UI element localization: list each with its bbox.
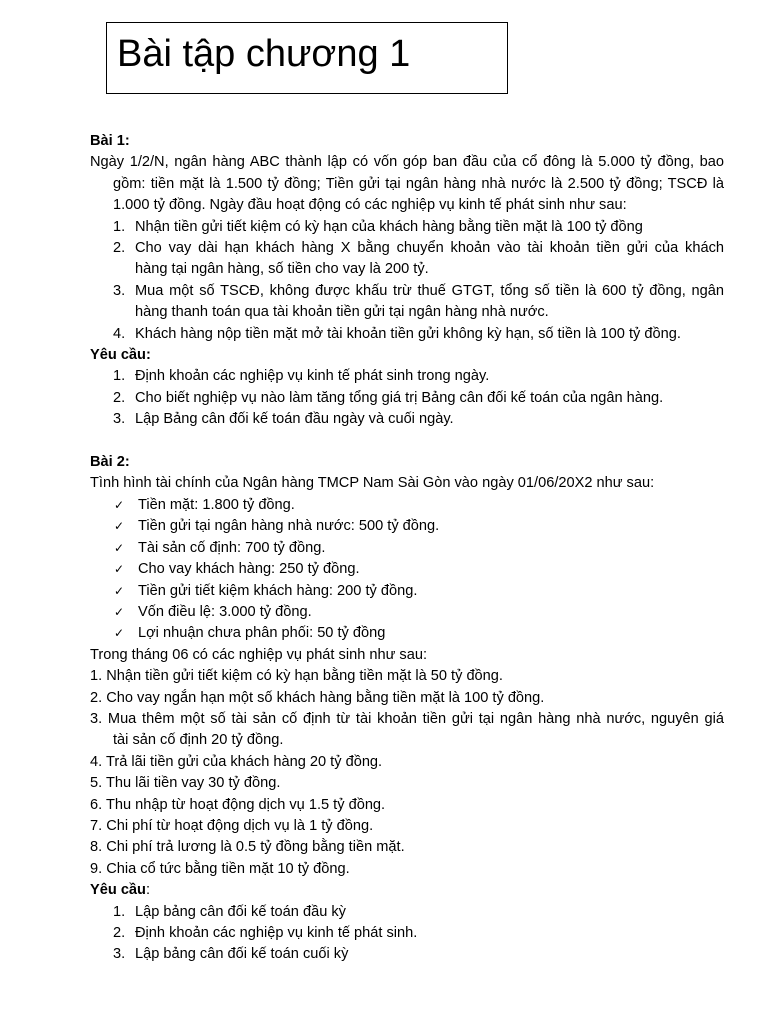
requirements-heading-colon: : bbox=[145, 882, 151, 899]
bai1-requirement bbox=[90, 366, 724, 387]
item-number: 1. bbox=[113, 218, 126, 235]
requirement-number: 1. bbox=[113, 903, 126, 920]
checkmark-icon: ✓ bbox=[114, 562, 125, 577]
bai1-requirement bbox=[90, 388, 724, 409]
balance-item bbox=[90, 516, 724, 537]
item-text: Khách hàng nộp tiền mặt mở tài khoản tiền gửi không kỳ hạn, số tiền là 100 tỷ đồng. bbox=[135, 325, 681, 342]
bai1-intro-line: gồm: tiền mặt là 1.500 tỷ đồng; Tiền gửi tại ngân hàng nhà nước là 2.500 tỷ đồng; TSCĐ là bbox=[113, 175, 724, 192]
balance-item bbox=[90, 559, 724, 580]
section-spacer bbox=[90, 431, 724, 452]
requirement-number: 2. bbox=[113, 389, 126, 406]
item-text: hàng tại ngân hàng, số tiền cho vay là 200 tỷ. bbox=[135, 261, 429, 278]
transaction-item-continued: tài sản cố định 20 tỷ đồng. bbox=[113, 732, 284, 749]
requirement-number: 3. bbox=[113, 946, 126, 963]
document-body bbox=[90, 131, 724, 966]
bai2-requirement bbox=[90, 923, 724, 944]
balance-item-text: Lợi nhuận chưa phân phối: 50 tỷ đồng bbox=[138, 625, 386, 642]
balance-item-text: Tiền mặt: 1.800 tỷ đồng. bbox=[138, 496, 295, 513]
bai2-requirement bbox=[90, 944, 724, 965]
bai1-item bbox=[90, 324, 724, 345]
balance-item bbox=[90, 538, 724, 559]
title-box bbox=[106, 22, 508, 94]
requirement-text: Định khoản các nghiệp vụ kinh tế phát sinh trong ngày. bbox=[135, 368, 490, 385]
bai1-requirement bbox=[90, 409, 724, 430]
requirement-text: Cho biết nghiệp vụ nào làm tăng tổng giá trị Bảng cân đối kế toán của ngân hàng. bbox=[135, 389, 664, 406]
requirement-text: Lập bảng cân đối kế toán cuối kỳ bbox=[135, 946, 349, 963]
balance-item-text: Vốn điều lệ: 3.000 tỷ đồng. bbox=[138, 603, 312, 620]
bai1-item bbox=[90, 217, 724, 238]
bai2-intro: Tình hình tài chính của Ngân hàng TMCP Nam Sài Gòn vào ngày 01/06/20X2 như sau: bbox=[90, 475, 655, 492]
balance-item bbox=[90, 623, 724, 644]
item-number: 2. bbox=[113, 240, 126, 257]
balance-item bbox=[90, 495, 724, 516]
bai2-heading: Bài 2: bbox=[90, 454, 130, 471]
requirement-number: 2. bbox=[113, 925, 126, 942]
checkmark-icon: ✓ bbox=[114, 583, 125, 598]
balance-item-text: Tiền gửi tại ngân hàng nhà nước: 500 tỷ đồng. bbox=[138, 518, 440, 535]
requirement-number: 3. bbox=[113, 411, 126, 428]
checkmark-icon: ✓ bbox=[114, 497, 125, 512]
transaction-item: 8. Chi phí trả lương là 0.5 tỷ đồng bằng tiền mặt. bbox=[90, 839, 405, 856]
page-title: Bài tập chương 1 bbox=[117, 33, 411, 75]
transaction-item: 5. Thu lãi tiền vay 30 tỷ đồng. bbox=[90, 775, 281, 792]
transaction-item: 1. Nhận tiền gửi tiết kiệm có kỳ hạn bằng tiền mặt là 50 tỷ đồng. bbox=[90, 668, 503, 685]
bai2-requirement bbox=[90, 902, 724, 923]
checkmark-icon: ✓ bbox=[114, 519, 125, 534]
item-text: Cho vay dài hạn khách hàng X bằng chuyển khoản vào tài khoản tiền gửi của khách bbox=[135, 240, 724, 257]
item-text: Mua một số TSCĐ, không được khấu trừ thuế GTGT, tổng số tiền là 600 tỷ đồng, ngân bbox=[135, 282, 724, 299]
checkmark-icon: ✓ bbox=[114, 604, 125, 619]
transaction-item: 9. Chia cổ tức bằng tiền mặt 10 tỷ đồng. bbox=[90, 860, 350, 877]
checkmark-icon: ✓ bbox=[114, 626, 125, 641]
bai1-heading: Bài 1: bbox=[90, 133, 130, 149]
bai1-item bbox=[90, 238, 724, 281]
checkmark-icon: ✓ bbox=[114, 540, 125, 555]
balance-item-text: Cho vay khách hàng: 250 tỷ đồng. bbox=[138, 561, 360, 578]
bai1-item bbox=[90, 281, 724, 324]
transaction-item: 7. Chi phí từ hoạt động dịch vụ là 1 tỷ đồng. bbox=[90, 817, 374, 834]
transaction-item: 2. Cho vay ngắn hạn một số khách hàng bằng tiền mặt là 100 tỷ đồng. bbox=[90, 689, 545, 706]
transaction-item: 6. Thu nhập từ hoạt động dịch vụ 1.5 tỷ đồng. bbox=[90, 796, 386, 813]
bai1-intro-line: 1.000 tỷ đồng. Ngày đầu hoạt động có các nghiệp vụ kinh tế phát sinh như sau: bbox=[113, 197, 627, 214]
balance-item-text: Tài sản cố định: 700 tỷ đồng. bbox=[138, 539, 326, 556]
requirements-heading-text: Yêu cầu bbox=[90, 882, 146, 899]
item-text: hàng thanh toán qua tài khoản tiền gửi tại ngân hàng nhà nước. bbox=[135, 304, 549, 321]
balance-item-text: Tiền gửi tiết kiệm khách hàng: 200 tỷ đồng. bbox=[138, 582, 418, 599]
bai2-requirements-heading bbox=[90, 880, 724, 901]
transaction-item: 4. Trả lãi tiền gửi của khách hàng 20 tỷ đồng. bbox=[90, 753, 383, 770]
requirement-number: 1. bbox=[113, 368, 126, 385]
item-number: 4. bbox=[113, 325, 126, 342]
balance-item bbox=[90, 581, 724, 602]
item-number: 3. bbox=[113, 282, 126, 299]
bai1-intro-line: Ngày 1/2/N, ngân hàng ABC thành lập có vốn góp ban đầu của cổ đông là 5.000 tỷ đồng, bao bbox=[90, 154, 724, 171]
requirement-text: Định khoản các nghiệp vụ kinh tế phát sinh. bbox=[135, 925, 418, 942]
bai1-requirements-heading: Yêu cầu: bbox=[90, 347, 151, 364]
requirement-text: Lập Bảng cân đối kế toán đầu ngày và cuối ngày. bbox=[135, 411, 454, 428]
bai2-month-intro: Trong tháng 06 có các nghiệp vụ phát sinh như sau: bbox=[90, 646, 428, 663]
balance-item bbox=[90, 602, 724, 623]
item-text: Nhận tiền gửi tiết kiệm có kỳ hạn của khách hàng bằng tiền mặt là 100 tỷ đồng bbox=[135, 218, 643, 235]
requirement-text: Lập bảng cân đối kế toán đầu kỳ bbox=[135, 903, 346, 920]
transaction-item: 3. Mua thêm một số tài sản cố định từ tài khoản tiền gửi tại ngân hàng nhà nước, nguyên giá bbox=[90, 710, 724, 727]
